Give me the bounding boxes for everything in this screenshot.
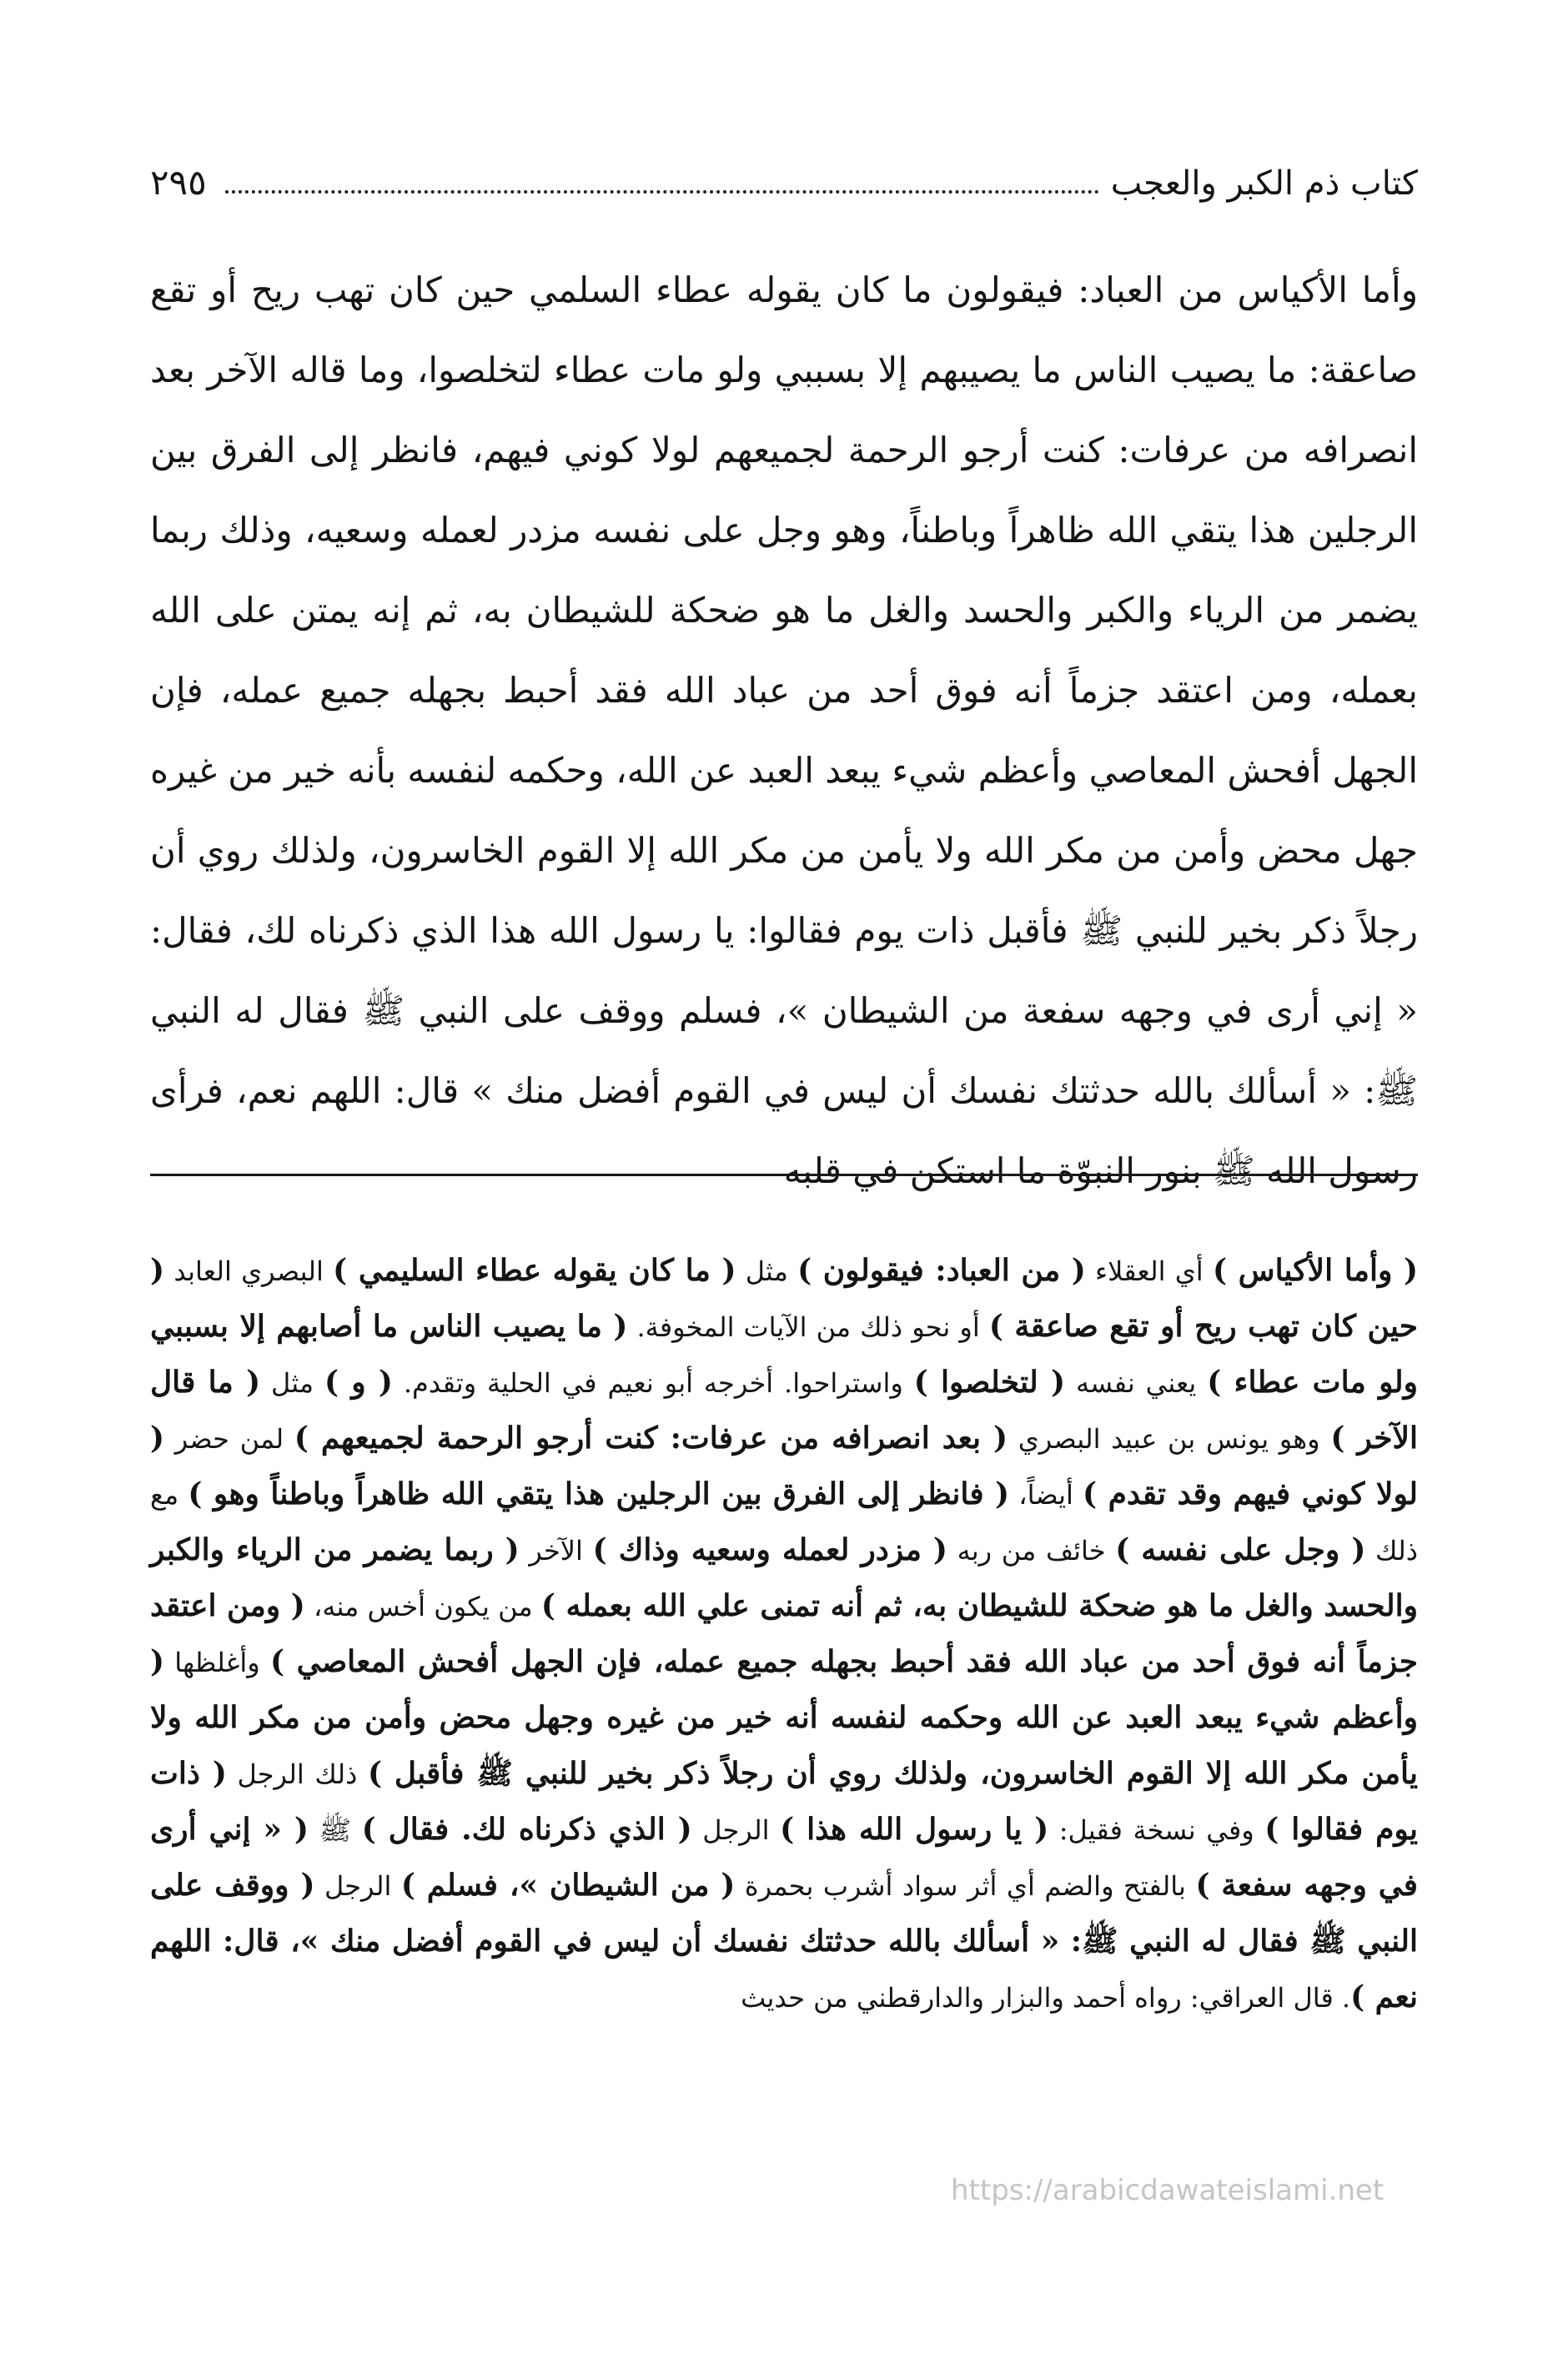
commentary-segment: الرجل — [691, 1814, 781, 1846]
quoted-text-segment: ( يا رسول الله هذا ) — [780, 1812, 1049, 1847]
commentary-paragraph — [150, 1243, 1418, 2025]
quoted-text-segment: ( ما يصيب الناس ما أصابهم إلا بسببي ولو مات عطاء ) — [150, 1309, 1419, 1400]
quoted-text-segment: ( لولا كوني فيهم وقد تقدم ) — [150, 1421, 1419, 1511]
quoted-text-segment: ( ومن اعتقد جزماً أنه فوق أحد من عباد الله فقد أحبط بجهله جميع عمله، فإن الجهل أفحش المعاصي ) — [150, 1588, 1418, 1679]
quoted-text-segment: ( حين كان تهب ريح أو تقع صاعقة ) — [150, 1253, 1419, 1344]
leader-dots — [225, 190, 1099, 194]
page-number: ٢٩٥ — [150, 162, 207, 203]
commentary-segment: مثل — [260, 1367, 324, 1399]
quoted-text-segment: ( من الشيطان »، فسلم ) — [400, 1868, 736, 1903]
quoted-text-segment: ( فانظر إلى الفرق بين الرجلين هذا يتقي الله ظاهراً وباطناً وهو ) — [188, 1476, 1010, 1511]
quoted-text-segment: ( ربما يضمر من الرياء والكبر والحسد والغل ما هو ضحكة للشيطان به، ثم أنه تمنى علي الله بعمله ) — [150, 1532, 1419, 1623]
quoted-text-segment: ( ما كان يقوله عطاء السليمي ) — [333, 1253, 736, 1288]
quoted-text-segment: ( من العباد: فيقولون ) — [797, 1253, 1086, 1288]
commentary-segment: الآخر — [519, 1535, 593, 1567]
running-header — [150, 150, 1418, 203]
quoted-text-segment: ( و ) — [324, 1365, 393, 1400]
quoted-text-segment: ( وأعظم شيء يبعد العبد عن الله وحكمه لنفسه أنه خير من غيره وجهل محض وأمن من مكر الله ولا يأمن مكر الله إلا القوم الخاسرون، ولذلك روي أن رجلاً ذكر بخير للنبي ﷺ فأقبل ) — [150, 1644, 1419, 1791]
quoted-text-segment: ( ووقف على النبي ﷺ فقال له النبي ﷺ: « أسألك بالله حدثتك نفسك أن ليس في القوم أفضل منك »، قال: اللهم نعم ) — [150, 1868, 1418, 2014]
quoted-text-segment: ( وأما الأكياس ) — [1212, 1253, 1419, 1288]
commentary-segment: وهو يونس بن عبيد البصري — [1008, 1423, 1331, 1455]
commentary-segment: مع ذلك — [150, 1479, 1419, 1567]
quoted-text-segment: ( لتخلصوا ) — [913, 1365, 1066, 1400]
commentary-segment: أو نحو ذلك من الآيات المخوفة. — [627, 1311, 989, 1343]
commentary-segment: أيضاً، — [1009, 1479, 1083, 1511]
commentary-segment: . قال العراقي: رواه أحمد والبزار والدارقطني من حديث — [741, 1982, 1351, 2014]
commentary-segment: ذلك الرجل — [226, 1758, 368, 1790]
commentary-segment: أي العقلاء — [1085, 1255, 1213, 1287]
quoted-text-segment: ( ذات يوم فقالوا ) — [150, 1756, 1419, 1847]
main-text — [150, 250, 1418, 1191]
commentary — [150, 1243, 1418, 2211]
quoted-text-segment: ( « إني أرى في وجهه سفعة ) — [150, 1812, 1419, 1903]
quoted-text-segment: ( ما قال الآخر ) — [150, 1365, 1419, 1456]
commentary-segment: يعني نفسه — [1065, 1367, 1208, 1399]
commentary-segment: واستراحوا. أخرجه أبو نعيم في الحلية وتقدم. — [392, 1367, 914, 1399]
commentary-segment: وأغلظها — [164, 1647, 270, 1678]
watermark: https://arabicdawateislami.net — [951, 2174, 1385, 2207]
commentary-segment: بالفتح والضم أي أثر سواد أشرب بحمرة — [735, 1870, 1196, 1902]
quoted-text-segment: ( وجل على نفسه ) — [1115, 1532, 1366, 1567]
quoted-text-segment: ( بعد انصرافه من عرفات: كنت أرجو الرحمة لجميعهم ) — [294, 1421, 1008, 1456]
commentary-segment: وفي نسخة فقيل: — [1048, 1814, 1265, 1846]
footnote-separator — [150, 1174, 1418, 1176]
running-title: كتاب ذم الكبر والعجب — [1110, 164, 1418, 203]
commentary-segment: خائف من ربه — [947, 1535, 1116, 1567]
commentary-segment: مثل — [736, 1255, 798, 1287]
commentary-segment: من يكون أخس منه، — [304, 1591, 541, 1622]
commentary-segment: البصري العابد — [164, 1255, 334, 1287]
quoted-text-segment: ( الذي ذكرناه لك. فقال ) — [361, 1812, 692, 1847]
commentary-segment: ﷺ — [308, 1814, 362, 1846]
main-paragraph: وأما الأكياس من العباد: فيقولون ما كان يقوله عطاء السلمي حين كان تهب ريح أو تقع صاعقة: ما يصيب الناس ما يصيبهم إلا بسببي ولو مات عطاء لتخلصوا، وما قاله الآخر بعد انصرافه من عرفات: كنت أرجو الرحمة لجميعهم لولا كوني فيهم، فانظر إلى الفرق بين الرجلين هذا يتقي الله ظاهراً وباطناً، وهو وجل على نفسه مزدر لعمله وسعيه، وذلك ربما يضمر من الرياء والكبر والحسد والغل ما هو ضحكة للشيطان به، ثم إنه يمتن على الله بعمله، ومن اعتقد جزماً أنه فوق أحد من عباد الله فقد أحبط بجهله جميع عمله، فإن الجهل أفحش المعاصي وأعظم شيء يبعد العبد عن الله، وحكمه لنفسه بأنه خير من غيره جهل محض وأمن من مكر الله ولا يأمن من مكر الله إلا القوم الخاسرون، ولذلك روي أن رجلاً ذكر بخير للنبي ﷺ فأقبل ذات يوم فقالوا: يا رسول الله هذا الذي ذكرناه لك، فقال: « إني أرى في وجهه سفعة من الشيطان »، فسلم ووقف على النبي ﷺ فقال له النبي ﷺ: « أسألك بالله حدثتك نفسك أن ليس في القوم أفضل منك » قال: اللهم نعم، فرأى رسول الله ﷺ بنور النبوّة ما استكن في قلبه — [150, 269, 1418, 1191]
commentary-segment: لمن حضر — [164, 1423, 294, 1455]
commentary-segment: الرجل — [314, 1870, 401, 1902]
quoted-text-segment: ( مزدر لعمله وسعيه وذاك ) — [592, 1532, 947, 1567]
